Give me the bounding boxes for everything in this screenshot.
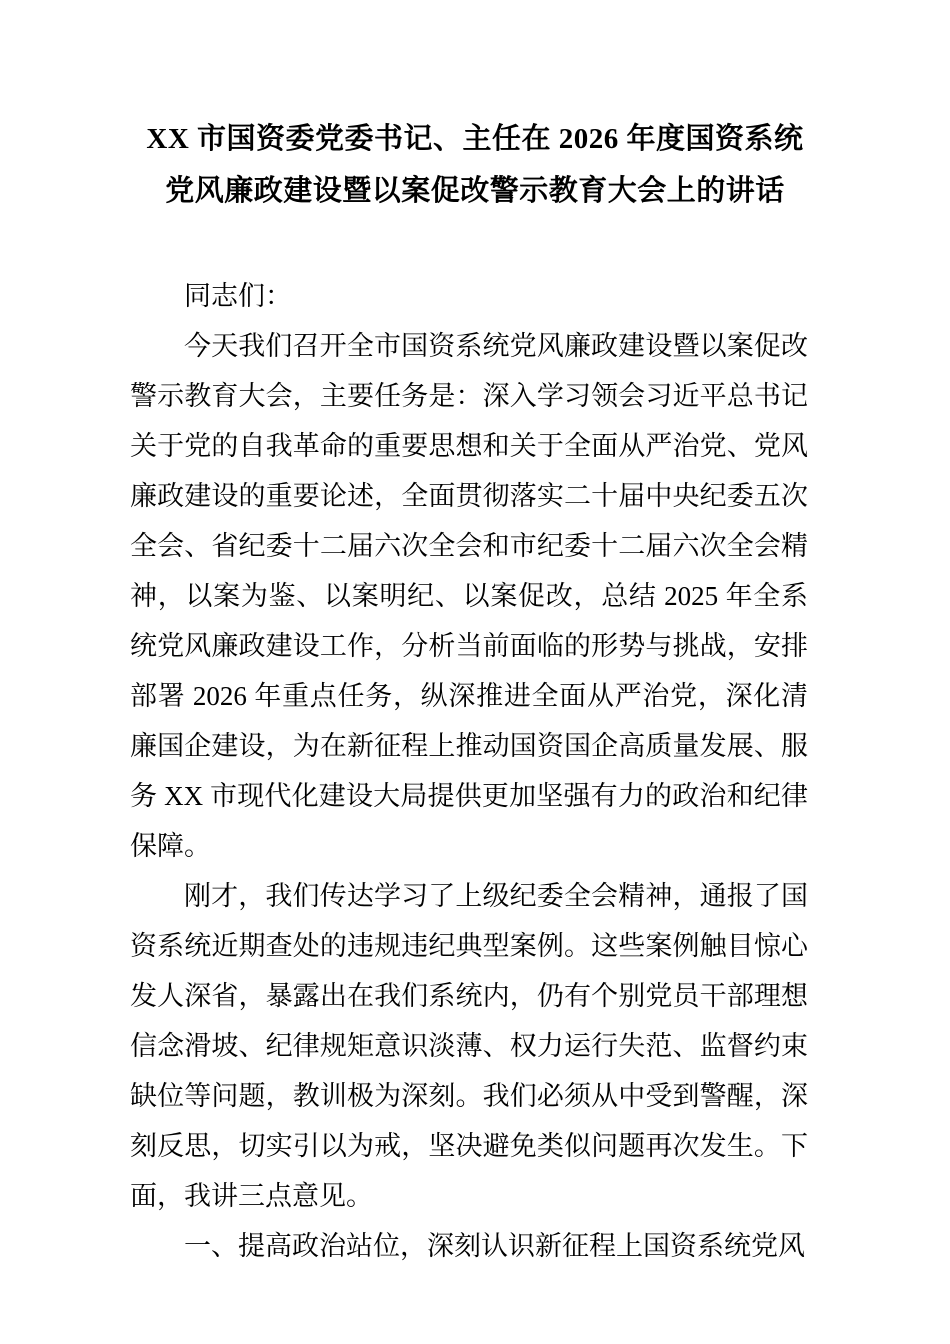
document-body (130, 271, 808, 1271)
paragraph: 一、提高政治站位，深刻认识新征程上国资系统党风 (184, 1231, 805, 1261)
paragraph: 刚才，我们传达学习了上级纪委全会精神，通报了国资系统近期查处的违规违纪典型案例。这些案例触目惊心发人深省，暴露出在我们系统内，仍有个别党员干部理想信念滑坡、纪律规矩意识淡薄、权力运行失范、监督约束缺位等问题，教训极为深刻。我们必须从中受到警醒，深刻反思，切实引以为戒，坚决避免类似问题再次发生。下面，我讲三点意见。 (130, 881, 808, 1211)
paragraph: 今天我们召开全市国资系统党风廉政建设暨以案促改警示教育大会，主要任务是：深入学习领会习近平总书记关于党的自我革命的重要思想和关于全面从严治党、党风廉政建设的重要论述，全面贯彻落实二十届中央纪委五次全会、省纪委十二届六次全会和市纪委十二届六次全会精神，以案为鉴、以案明纪、以案促改，总结 2025 年全系统党风廉政建设工作，分析当前面临的形势与挑战，安排部署 2026 年重点任务，纵深推进全面从严治党，深化清廉国企建设，为在新征程上推动国资国企高质量发展、服务 XX 市现代化建设大局提供更加坚强有力的政治和纪律保障。 (130, 331, 808, 861)
paragraph: 同志们： (184, 281, 292, 311)
document-title: XX 市国资委党委书记、主任在 2026 年度国资系统党风廉政建设暨以案促改警示教育大会上的讲话 (146, 123, 804, 207)
